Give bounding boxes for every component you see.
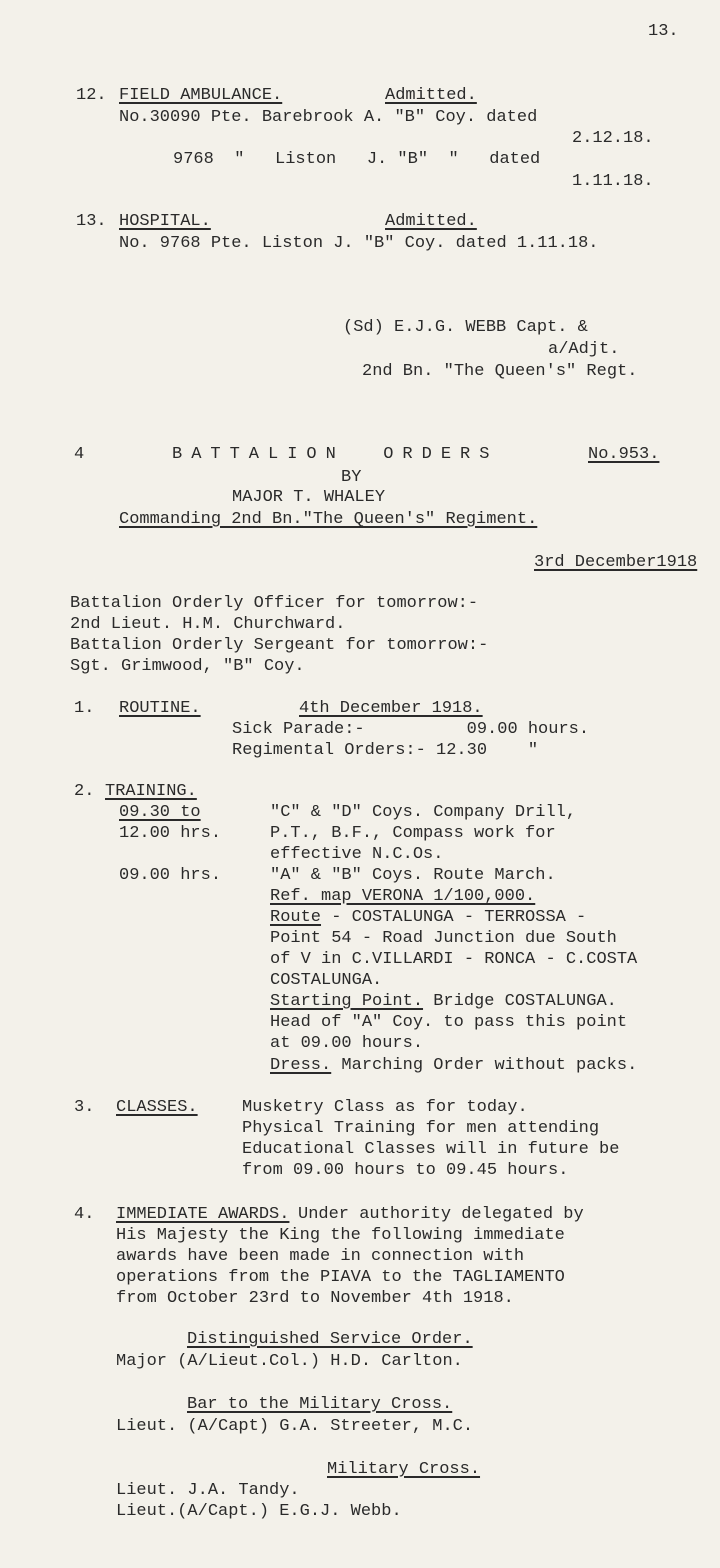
- sec12-line2-date: 1.11.18.: [572, 172, 654, 191]
- awards-number: 4.: [74, 1205, 95, 1224]
- routine-date: 4th December 1918.: [299, 699, 483, 718]
- training-dress: [270, 1056, 637, 1076]
- training-head-2: at 09.00 hours.: [270, 1034, 424, 1053]
- training-route-label: Route: [270, 908, 322, 927]
- training-route-1: [270, 908, 586, 928]
- awards-line2: His Majesty the King the following immediate: [116, 1226, 565, 1245]
- training-activity-1: "C" & "D" Coys. Company Drill,: [270, 803, 577, 822]
- signature-line2: a/Adjt.: [548, 340, 620, 359]
- classes-line4: from 09.00 hours to 09.45 hours.: [242, 1161, 569, 1180]
- orders-commander: MAJOR T. WHALEY: [232, 488, 386, 507]
- training-dress-label: Dress.: [270, 1056, 332, 1075]
- orders-heading: BATTALION ORDERS: [172, 445, 499, 464]
- training-activity-2: P.T., B.F., Compass work for: [270, 824, 556, 843]
- awards-line1: Under authority delegated by: [298, 1205, 584, 1224]
- classes-line2: Physical Training for men attending: [242, 1119, 600, 1138]
- training-number: 2.: [74, 782, 95, 801]
- mc-name-2: Lieut.(A/Capt.) E.G.J. Webb.: [116, 1502, 402, 1521]
- duty-line-4: Sgt. Grimwood, "B" Coy.: [70, 657, 305, 676]
- training-route-2: Point 54 - Road Junction due South: [270, 929, 617, 948]
- awards-title: IMMEDIATE AWARDS.: [116, 1205, 290, 1224]
- training-head-1: Head of "A" Coy. to pass this point: [270, 1013, 628, 1032]
- awards-line5: from October 23rd to November 4th 1918.: [116, 1289, 514, 1308]
- sec12-status: Admitted.: [385, 86, 477, 105]
- sec12-line2: 9768 " Liston J. "B" " dated: [173, 150, 541, 169]
- sec13-title: HOSPITAL.: [119, 212, 211, 231]
- sec12-number: 12.: [76, 86, 107, 105]
- bar-mc-name: Lieut. (A/Capt) G.A. Streeter, M.C.: [116, 1417, 474, 1436]
- training-route-4: COSTALUNGA.: [270, 971, 383, 990]
- dso-name: Major (A/Lieut.Col.) H.D. Carlton.: [116, 1352, 463, 1371]
- mc-title: Military Cross.: [327, 1460, 481, 1479]
- training-starting-point-text: Bridge COSTALUNGA.: [423, 992, 617, 1011]
- training-ref-map: Ref. map VERONA 1/100,000.: [270, 887, 536, 906]
- classes-title: CLASSES.: [116, 1098, 198, 1117]
- duty-line-2: 2nd Lieut. H.M. Churchward.: [70, 615, 346, 634]
- bar-mc-title: Bar to the Military Cross.: [187, 1395, 453, 1414]
- orders-side-number: 4: [74, 445, 85, 464]
- routine-title: ROUTINE.: [119, 699, 201, 718]
- routine-number: 1.: [74, 699, 95, 718]
- training-time-3: 09.00 hrs.: [119, 866, 222, 885]
- training-activity-3: effective N.C.Os.: [270, 845, 444, 864]
- training-route-text: - COSTALUNGA - TERROSSA -: [321, 908, 587, 927]
- training-starting-point: [270, 992, 617, 1012]
- signature-line1: (Sd) E.J.G. WEBB Capt. &: [343, 318, 588, 337]
- sec12-line1: No.30090 Pte. Barebrook A. "B" Coy. dated: [119, 108, 538, 127]
- orders-date: 3rd December1918: [534, 553, 698, 572]
- dso-title: Distinguished Service Order.: [187, 1330, 473, 1349]
- sec13-status: Admitted.: [385, 212, 477, 231]
- training-route-3: of V in C.VILLARDI - RONCA - C.COSTA: [270, 950, 638, 969]
- page-number: 13.: [648, 22, 679, 41]
- training-dress-text: Marching Order without packs.: [331, 1056, 638, 1075]
- classes-line3: Educational Classes will in future be: [242, 1140, 620, 1159]
- mc-name-1: Lieut. J.A. Tandy.: [116, 1481, 300, 1500]
- duty-line-1: Battalion Orderly Officer for tomorrow:-: [70, 594, 479, 613]
- awards-line3: awards have been made in connection with: [116, 1247, 525, 1266]
- classes-number: 3.: [74, 1098, 95, 1117]
- awards-line4: operations from the PIAVA to the TAGLIAMENTO: [116, 1268, 565, 1287]
- sec13-line1: No. 9768 Pte. Liston J. "B" Coy. dated 1.11.18.: [119, 234, 599, 253]
- signature-line3: 2nd Bn. "The Queen's" Regt.: [362, 362, 638, 381]
- training-starting-point-label: Starting Point.: [270, 992, 424, 1011]
- training-time-2: 12.00 hrs.: [119, 824, 222, 843]
- routine-line1: Sick Parade:- 09.00 hours.: [232, 720, 590, 739]
- duty-line-3: Battalion Orderly Sergeant for tomorrow:-: [70, 636, 489, 655]
- orders-commanding: Commanding 2nd Bn."The Queen's" Regiment.: [119, 510, 538, 529]
- sec13-number: 13.: [76, 212, 107, 231]
- routine-line2: Regimental Orders:- 12.30 ": [232, 741, 539, 760]
- training-activity-4: "A" & "B" Coys. Route March.: [270, 866, 556, 885]
- training-title: TRAINING.: [105, 782, 197, 801]
- orders-number: No.953.: [588, 445, 660, 464]
- sec12-title: FIELD AMBULANCE.: [119, 86, 283, 105]
- training-time-1: 09.30 to: [119, 803, 201, 822]
- classes-line1: Musketry Class as for today.: [242, 1098, 528, 1117]
- sec12-line1-date: 2.12.18.: [572, 129, 654, 148]
- orders-by: BY: [341, 468, 362, 487]
